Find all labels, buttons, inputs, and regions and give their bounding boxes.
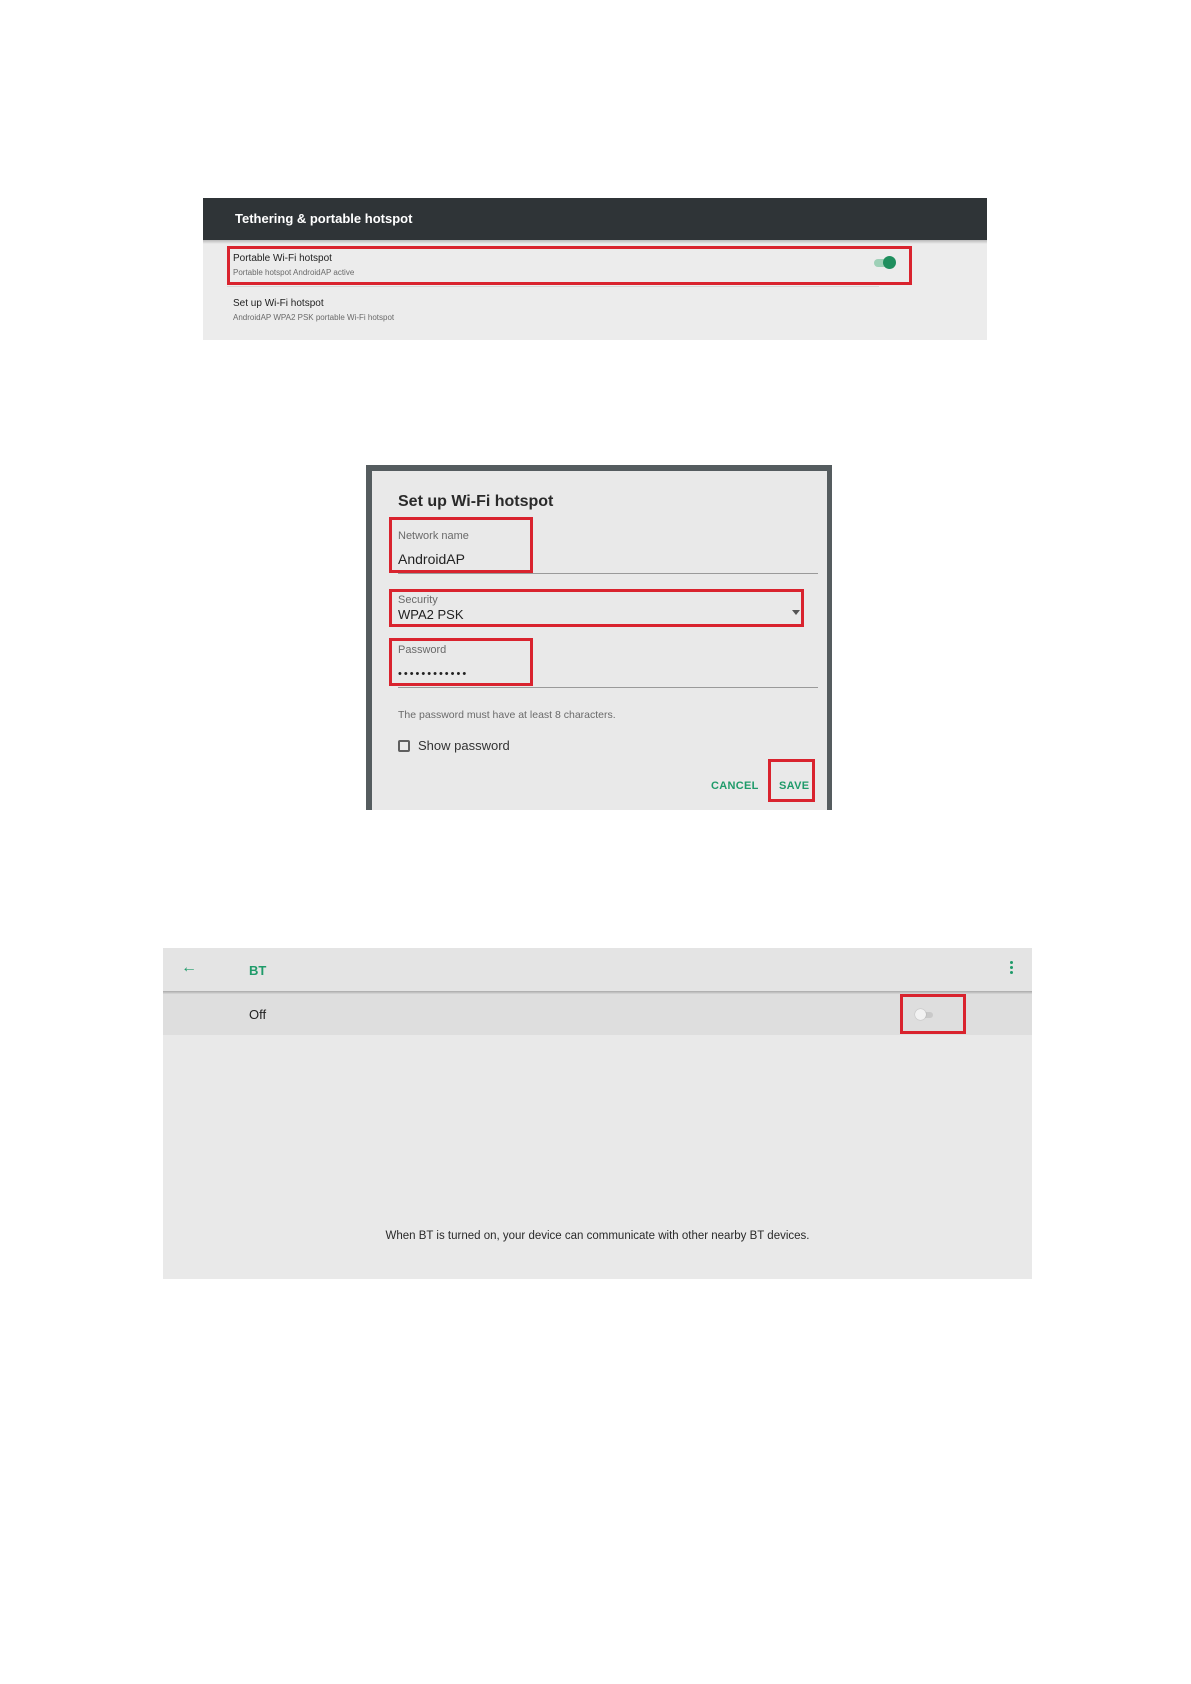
password-underline <box>398 687 818 688</box>
dialog-title: Set up Wi-Fi hotspot <box>398 493 554 510</box>
bt-page-title: BT <box>249 963 267 978</box>
highlight-portable-hotspot <box>227 246 912 285</box>
save-button[interactable]: SAVE <box>779 780 810 792</box>
security-label: Security <box>398 594 438 606</box>
set-up-wifi-hotspot-subtitle: AndroidAP WPA2 PSK portable Wi-Fi hotspot <box>233 313 395 322</box>
bt-description: When BT is turned on, your device can communicate with other nearby BT devices. <box>385 1230 810 1242</box>
password-hint: The password must have at least 8 characters. <box>398 709 616 721</box>
security-value: WPA2 PSK <box>398 607 464 622</box>
app-bar-shadow <box>203 240 987 244</box>
highlight-password <box>389 638 533 686</box>
show-password-checkbox[interactable] <box>398 740 410 752</box>
portable-wifi-hotspot-title: Portable Wi-Fi hotspot <box>233 253 332 264</box>
network-name-underline <box>398 573 818 574</box>
network-name-label: Network name <box>398 530 469 542</box>
more-options-icon[interactable] <box>1010 961 1013 976</box>
tethering-page-title: Tethering & portable hotspot <box>235 211 413 226</box>
portable-wifi-hotspot-subtitle: Portable hotspot AndroidAP active <box>233 268 355 277</box>
set-up-wifi-hotspot-title: Set up Wi-Fi hotspot <box>233 298 324 309</box>
cancel-button[interactable]: CANCEL <box>711 780 759 792</box>
bt-app-bar <box>163 948 1032 991</box>
tethering-app-bar <box>203 198 987 240</box>
highlight-security <box>389 589 804 627</box>
network-name-value: AndroidAP <box>398 551 465 567</box>
show-password-label[interactable]: Show password <box>418 738 510 753</box>
list-divider <box>227 286 879 287</box>
bt-status-label: Off <box>249 1007 267 1022</box>
highlight-save <box>768 759 815 802</box>
password-value: •••••••••••• <box>398 668 469 680</box>
set-up-wifi-hotspot-row[interactable] <box>227 294 879 330</box>
back-arrow-icon[interactable]: ← <box>181 959 197 976</box>
highlight-bt-toggle <box>900 994 966 1034</box>
highlight-network-name <box>389 517 533 573</box>
password-label: Password <box>398 644 447 656</box>
